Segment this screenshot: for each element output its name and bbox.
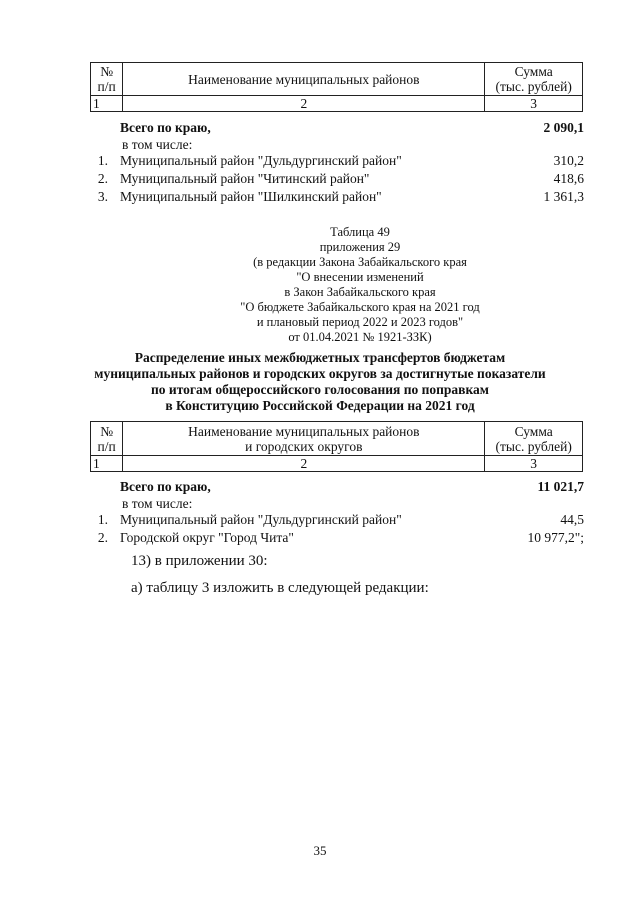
table1-row-no: 2. [97,171,108,186]
table2-col-name: Наименование муниципальных районов и городских округов [123,422,485,456]
table1-including: в том числе: [122,137,193,152]
table1-row-name: Муниципальный район "Читинский район" [120,171,370,186]
table1-total-value: 2 090,1 [543,120,584,135]
caption-line: в Закон Забайкальского края [284,285,436,299]
paragraph-table-3: а) таблицу 3 изложить в следующей редакции: [131,580,429,596]
page-number: 35 [313,843,327,858]
table1-row-no: 1. [97,153,108,168]
table2-row-name: Муниципальный район "Дульдургинский район" [120,512,402,527]
table1-row-no: 3. [97,189,108,204]
table2-col-sum: Сумма (тыс. рублей) [485,422,583,456]
table1-row-value: 310,2 [553,153,584,168]
table2-index-3: 3 [485,456,583,472]
table1-total-label: Всего по краю, [120,120,211,135]
table2-row-name: Городской округ "Город Чита" [120,530,294,545]
title-line: по итогам общероссийского голосования по поправкам [151,382,489,397]
caption-line: Таблица 49 [330,225,390,239]
table2-including: в том числе: [122,496,193,511]
table1-header [90,62,583,112]
table2-row-value: 10 977,2"; [527,530,584,545]
title-line: муниципальных районов и городских округов за достигнутые показатели [94,366,546,381]
title-line: в Конституцию Российской Федерации на 2021 год [165,398,475,413]
table1-index-2: 2 [123,96,485,112]
table1-col-no: № п/п [91,63,123,96]
caption-line: (в редакции Закона Забайкальского края [253,255,467,269]
caption-line: "О внесении изменений [296,270,424,284]
caption-line: и плановый период 2022 и 2023 годов" [256,315,464,329]
table1-row-value: 1 361,3 [543,189,584,204]
table1-index-3: 3 [485,96,583,112]
table2-row-value: 44,5 [560,512,584,527]
table2-col-no: № п/п [91,422,123,456]
table1-col-name: Наименование муниципальных районов [123,63,485,96]
paragraph-appendix-30: 13) в приложении 30: [131,553,268,569]
table2-row-no: 2. [97,530,108,545]
table2-header [90,421,583,472]
table2-index-1: 1 [91,456,123,472]
caption-line: "О бюджете Забайкальского края на 2021 год [240,300,480,314]
table2-row-no: 1. [97,512,108,527]
table1-row-name: Муниципальный район "Дульдургинский район" [120,153,402,168]
caption-line: от 01.04.2021 № 1921-ЗЗК) [288,330,432,344]
title-line: Распределение иных межбюджетных трансфертов бюджетам [134,350,506,365]
table1-col-sum: Сумма (тыс. рублей) [485,63,583,96]
table2-total-label: Всего по краю, [120,479,211,494]
table2-total-value: 11 021,7 [537,479,584,494]
table1-row-name: Муниципальный район "Шилкинский район" [120,189,382,204]
table1-index-1: 1 [91,96,123,112]
table2-index-2: 2 [123,456,485,472]
table1-row-value: 418,6 [553,171,584,186]
caption-line: приложения 29 [319,240,401,254]
